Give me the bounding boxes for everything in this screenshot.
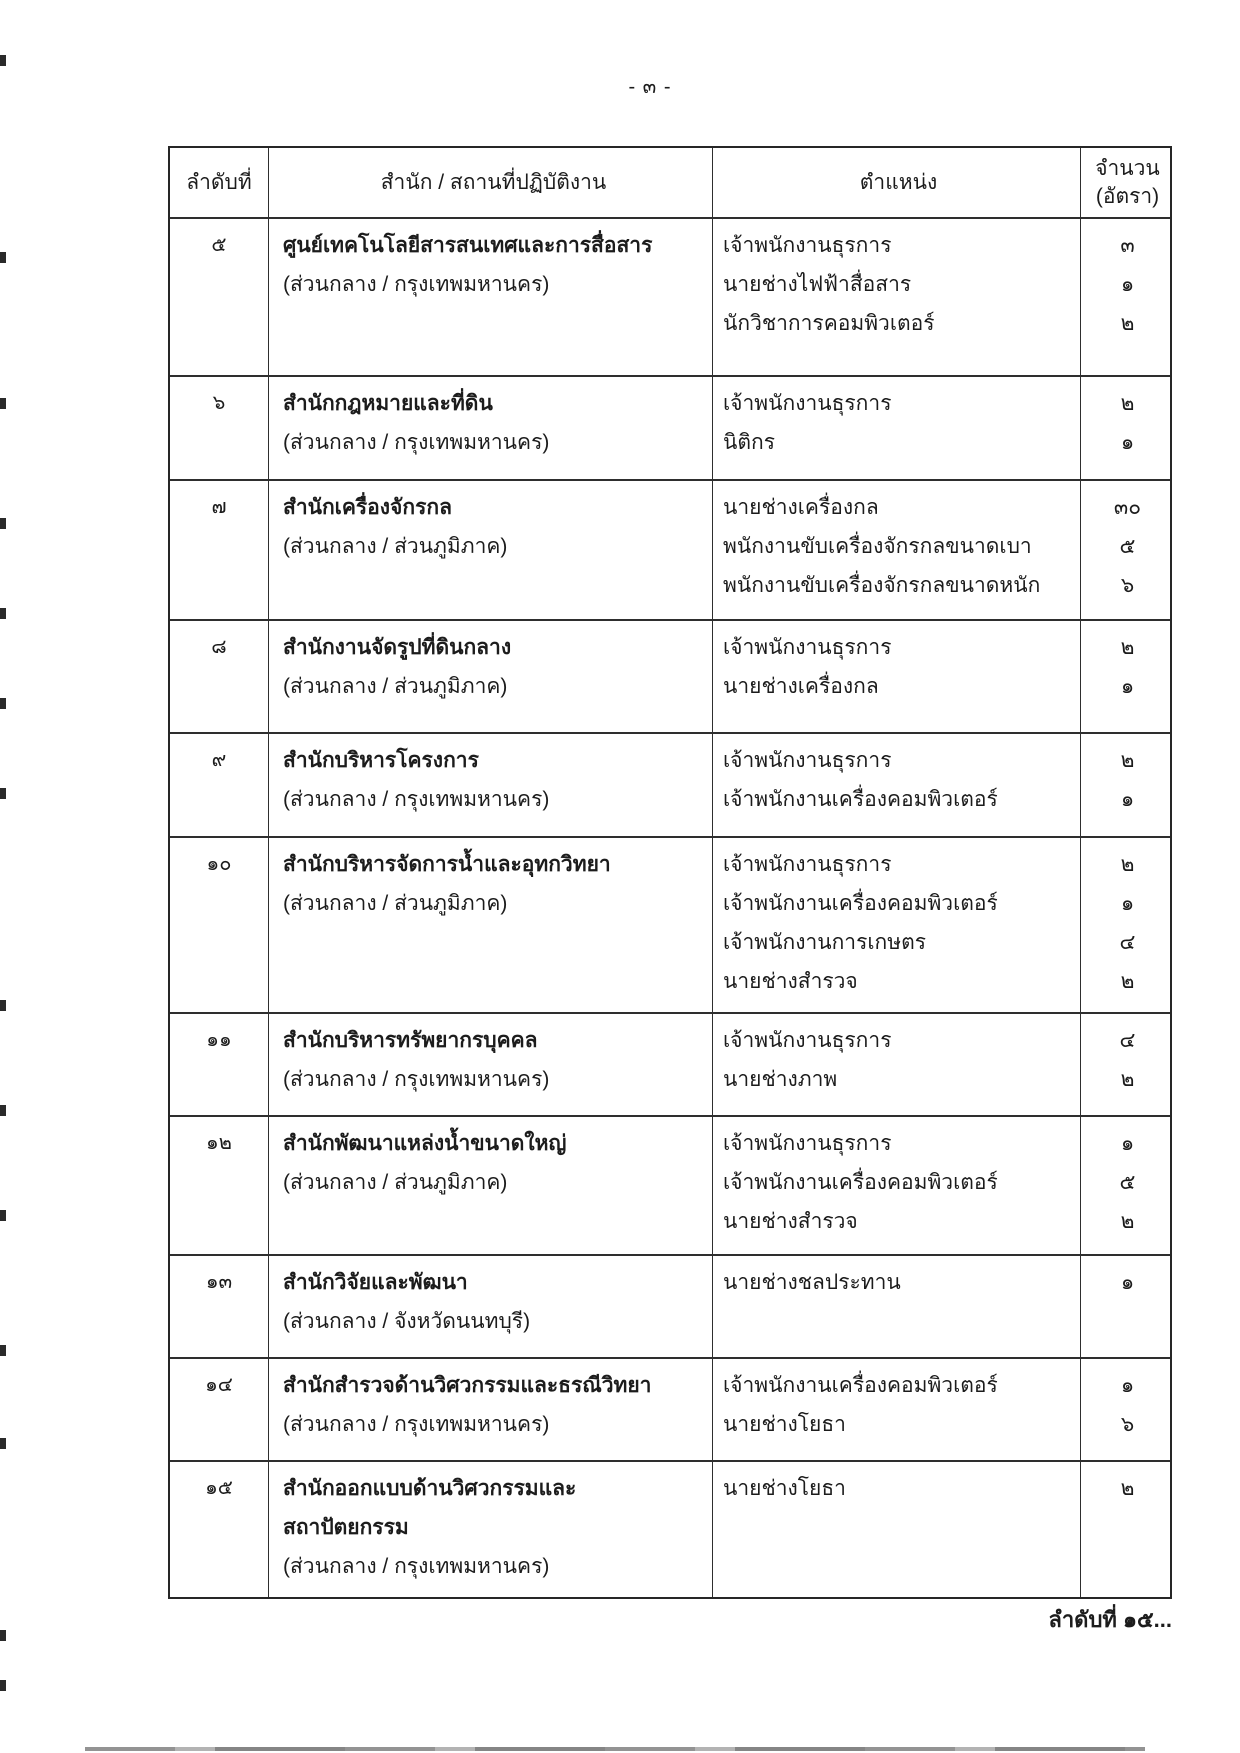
position-qty: ๖ [1120, 574, 1135, 597]
office-name: สำนักบริหารโครงการ [283, 749, 479, 772]
table-row [170, 619, 1170, 732]
position-qty: ๑ [1120, 892, 1135, 915]
position-qty: ๑ [1120, 1374, 1135, 1397]
position-qty: ๒ [1120, 1477, 1135, 1500]
position-title: นายช่างสำรวจ [723, 970, 858, 993]
scan-artifact [0, 1210, 6, 1221]
table-row [170, 1254, 1170, 1357]
office-location: (ส่วนกลาง / กรุงเทพมหานคร) [283, 1413, 550, 1436]
office-name: สำนักพัฒนาแหล่งน้ำขนาดใหญ่ [283, 1132, 567, 1155]
header-quantity-label: จำนวน [1095, 156, 1160, 180]
scan-artifact [0, 398, 6, 409]
position-title: นายช่างเครื่องกล [723, 675, 879, 698]
positions-cell [712, 481, 1080, 619]
position-title: นายช่างสำรวจ [723, 1210, 858, 1233]
positions-cell [712, 1462, 1080, 1597]
continuation-note: ลำดับที่ ๑๕... [1048, 1607, 1172, 1632]
header-position: ตำแหน่ง [712, 148, 1080, 217]
position-title: นายช่างโยธา [723, 1413, 846, 1436]
position-qty: ๑ [1120, 1132, 1135, 1155]
office-name: สำนักสำรวจด้านวิศวกรรมและธรณีวิทยา [283, 1374, 652, 1397]
office-name: สำนักงานจัดรูปที่ดินกลาง [283, 636, 512, 659]
table-row [170, 375, 1170, 479]
position-qty: ๒ [1120, 970, 1135, 993]
position-qty: ๕ [1119, 535, 1136, 558]
row-order: ๑๔ [205, 1374, 233, 1396]
table-row [170, 217, 1170, 375]
row-order: ๙ [211, 749, 227, 771]
office-cell [268, 1117, 712, 1254]
positions-cell [712, 1117, 1080, 1254]
position-title: เจ้าพนักงานธุรการ [723, 1132, 892, 1155]
page-number: - ๓ - [628, 76, 672, 98]
office-cell [268, 1359, 712, 1460]
position-qty: ๒ [1120, 636, 1135, 659]
position-qty: ๑ [1120, 273, 1135, 296]
position-title: เจ้าพนักงานธุรการ [723, 234, 892, 257]
scan-artifact-bottom-bar [85, 1747, 1145, 1751]
position-title: เจ้าพนักงานธุรการ [723, 636, 892, 659]
position-title: เจ้าพนักงานเครื่องคอมพิวเตอร์ [723, 892, 998, 915]
office-location: (ส่วนกลาง / กรุงเทพมหานคร) [283, 1555, 550, 1578]
office-cell [268, 621, 712, 732]
office-cell [268, 1462, 712, 1597]
positions-cell [712, 1014, 1080, 1115]
office-location: (ส่วนกลาง / กรุงเทพมหานคร) [283, 1068, 550, 1091]
scan-artifact [0, 608, 6, 619]
office-location: (ส่วนกลาง / ส่วนภูมิภาค) [283, 892, 508, 915]
quantities-cell [1080, 1014, 1174, 1115]
scan-artifact [0, 518, 6, 529]
quantities-cell [1080, 219, 1174, 375]
table-row [170, 479, 1170, 619]
row-order: ๗ [211, 496, 227, 518]
quantities-cell [1080, 1462, 1174, 1597]
positions-cell [712, 219, 1080, 375]
table-row [170, 836, 1170, 1012]
positions-cell [712, 1256, 1080, 1357]
position-title: นิติกร [723, 431, 775, 454]
quantities-cell [1080, 481, 1174, 619]
position-title: เจ้าพนักงานธุรการ [723, 749, 892, 772]
header-quantity-unit: (อัตรา) [1095, 184, 1160, 208]
quantities-cell [1080, 621, 1174, 732]
scan-artifact [0, 1105, 6, 1116]
position-title: เจ้าพนักงานธุรการ [723, 392, 892, 415]
position-title: นายช่างโยธา [723, 1477, 846, 1500]
position-qty: ๒ [1120, 312, 1135, 335]
scan-artifact [0, 55, 6, 66]
office-cell [268, 1256, 712, 1357]
row-order: ๑๐ [206, 853, 232, 875]
table-row [170, 1460, 1170, 1597]
positions-cell [712, 377, 1080, 479]
header-order: ลำดับที่ [186, 171, 252, 194]
table-row [170, 1012, 1170, 1115]
row-order: ๑๒ [206, 1132, 232, 1154]
office-name: ศูนย์เทคโนโลยีสารสนเทศและการสื่อสาร [283, 234, 653, 257]
scan-artifact [0, 252, 6, 263]
position-qty: ๒ [1120, 853, 1135, 876]
office-name: สำนักเครื่องจักรกล [283, 496, 452, 519]
positions-cell [712, 734, 1080, 836]
positions-cell [712, 838, 1080, 1012]
position-qty: ๖ [1120, 1413, 1135, 1436]
row-order: ๑๑ [206, 1029, 232, 1051]
position-title: นายช่างภาพ [723, 1068, 838, 1091]
office-name-line2: สถาปัตยกรรม [283, 1516, 409, 1539]
position-title: เจ้าพนักงานเครื่องคอมพิวเตอร์ [723, 1171, 998, 1194]
position-qty: ๑ [1120, 788, 1135, 811]
office-location: (ส่วนกลาง / จังหวัดนนทบุรี) [283, 1310, 531, 1333]
row-order: ๑๕ [205, 1477, 233, 1499]
position-title: เจ้าพนักงานการเกษตร [723, 931, 927, 954]
office-cell [268, 734, 712, 836]
position-title: เจ้าพนักงานเครื่องคอมพิวเตอร์ [723, 788, 998, 811]
office-cell [268, 1014, 712, 1115]
quantities-cell [1080, 1117, 1174, 1254]
office-location: (ส่วนกลาง / กรุงเทพมหานคร) [283, 273, 550, 296]
position-qty: ๒ [1120, 1068, 1135, 1091]
row-order: ๖ [212, 392, 226, 414]
office-name: สำนักกฎหมายและที่ดิน [283, 392, 493, 415]
row-order: ๘ [211, 636, 227, 658]
position-title: พนักงานขับเครื่องจักรกลขนาดเบา [723, 535, 1032, 558]
office-name: สำนักบริหารจัดการน้ำและอุทกวิทยา [283, 853, 611, 876]
office-location: (ส่วนกลาง / กรุงเทพมหานคร) [283, 788, 550, 811]
position-qty: ๓ [1120, 234, 1135, 257]
scan-artifact [0, 1000, 6, 1011]
position-title: เจ้าพนักงานธุรการ [723, 1029, 892, 1052]
scan-artifact [0, 1438, 6, 1449]
table-header-row [170, 148, 1170, 217]
position-title: นายช่างไฟฟ้าสื่อสาร [723, 273, 912, 296]
quantities-cell [1080, 1359, 1174, 1460]
office-location: (ส่วนกลาง / กรุงเทพมหานคร) [283, 431, 550, 454]
position-qty: ๒ [1120, 1210, 1135, 1233]
position-qty: ๑ [1120, 431, 1135, 454]
position-qty: ๑ [1120, 1271, 1135, 1294]
office-name: สำนักออกแบบด้านวิศวกรรมและ [283, 1477, 577, 1500]
position-qty: ๔ [1119, 1029, 1136, 1052]
position-title: นายช่างเครื่องกล [723, 496, 879, 519]
position-qty: ๑ [1120, 675, 1135, 698]
office-cell [268, 838, 712, 1012]
positions-cell [712, 1359, 1080, 1460]
table-row [170, 1357, 1170, 1460]
scan-artifact [0, 788, 6, 799]
position-qty: ๔ [1119, 931, 1136, 954]
scan-artifact [0, 698, 6, 709]
position-qty: ๒ [1120, 392, 1135, 415]
quantities-cell [1080, 1256, 1174, 1357]
row-order: ๕ [211, 234, 227, 256]
header-quantity [1080, 148, 1174, 217]
scan-artifact [0, 1345, 6, 1356]
office-name: สำนักวิจัยและพัฒนา [283, 1271, 468, 1294]
position-title: เจ้าพนักงานเครื่องคอมพิวเตอร์ [723, 1374, 998, 1397]
office-cell [268, 377, 712, 479]
quantities-cell [1080, 838, 1174, 1012]
header-office: สำนัก / สถานที่ปฏิบัติงาน [268, 148, 712, 217]
position-qty: ๕ [1119, 1171, 1136, 1194]
table-row [170, 1115, 1170, 1254]
scan-artifact [0, 1630, 6, 1641]
table-row [170, 732, 1170, 836]
staffing-table [168, 146, 1172, 1599]
position-title: นักวิชาการคอมพิวเตอร์ [723, 312, 935, 335]
position-qty: ๒ [1120, 749, 1135, 772]
quantities-cell [1080, 377, 1174, 479]
scan-artifact [0, 1680, 6, 1691]
position-qty: ๓๐ [1113, 496, 1142, 519]
office-cell [268, 219, 712, 375]
position-title: นายช่างชลประทาน [723, 1271, 901, 1294]
position-title: พนักงานขับเครื่องจักรกลขนาดหนัก [723, 574, 1041, 597]
positions-cell [712, 621, 1080, 732]
office-location: (ส่วนกลาง / ส่วนภูมิภาค) [283, 535, 508, 558]
row-order: ๑๓ [205, 1271, 233, 1293]
office-location: (ส่วนกลาง / ส่วนภูมิภาค) [283, 675, 508, 698]
quantities-cell [1080, 734, 1174, 836]
position-title: เจ้าพนักงานธุรการ [723, 853, 892, 876]
office-name: สำนักบริหารทรัพยากรบุคคล [283, 1029, 538, 1052]
office-location: (ส่วนกลาง / ส่วนภูมิภาค) [283, 1171, 508, 1194]
office-cell [268, 481, 712, 619]
